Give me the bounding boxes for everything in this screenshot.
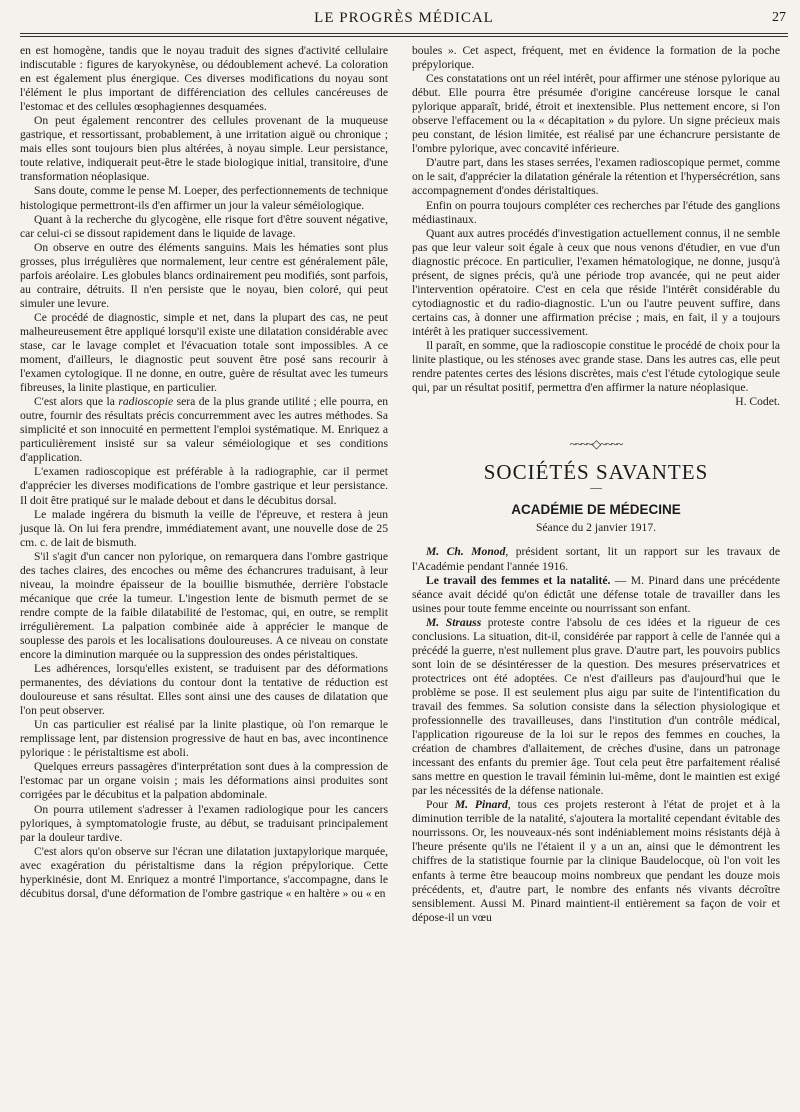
paragraph: Ces constatations ont un réel intérêt, pour affirmer une sténose pylorique au début. Elle pourra être présumée d'origine cancéreuse lorsque le canal pylorique apparaît, bridé, étroit et inextensible. Plus nettement encore, si l'on observe l'effacement ou la « décapitation » du pylore. Un signe précieux mais peu constant, de lésion limitée, est réalisé par une échancrure persistante de l'ombre pylorique, avec concavité inférieure. (412, 72, 780, 156)
section-title: SOCIÉTÉS SAVANTES (483, 460, 709, 485)
paragraph: Un cas particulier est réalisé par la linite plastique, où l'on remarque le remplissage lent, par distension progressive de haut en bas, avec incontinence pylorique : le péristaltisme est aboli. (20, 718, 388, 760)
page-header (20, 8, 788, 32)
header-rule-bottom (20, 36, 788, 37)
right-column (412, 44, 780, 925)
paragraph: D'autre part, dans les stases serrées, l'examen radioscopique permet, comme on le sait, d'apprécier la dilatation générale la rétention et l'hypersécrétion, sans accompagnement d'ondes déristaltiques. (412, 156, 780, 198)
paragraph: en est homogène, tandis que le noyau traduit des signes d'activité cellulaire indiscutable : figures de karyokynèse, ou dédoublement achevé. La coloration en est également plus énergique. Ces diverses modifications du noyau sont l'élément le plus important de différenciation des cellules cancéreuses de l'estomac et des cellules œsophagiennes desquamées. (20, 44, 388, 114)
speaker-name: M. Pinard (454, 798, 508, 812)
paragraph (412, 545, 780, 573)
paragraph-text: , président sortant, lit un rapport sur les travaux de l'Académie pendant l'année 1916. (412, 545, 780, 573)
paragraph: Quant à la recherche du glycogène, elle risque fort d'être souvent négative, car celui-ci se dissout rapidement dans le liquide de lavage. (20, 212, 388, 240)
paragraph (412, 798, 780, 924)
paragraph: On observe en outre des éléments sanguins. Mais les hématies sont plus grosses, plus irrégulières que normalement, leur centre est généralement pâle, parfois aréolaire. Les globules blancs ordinairement peu modifiés, sont parfois, au contraire, détruits. Il n'en persiste que le noyau, bien coloré, qui peut simuler une levure. (20, 240, 388, 310)
paragraph (412, 616, 780, 799)
paragraph-text: C'est alors que la (34, 395, 119, 409)
paragraph: Il paraît, en somme, que la radioscopie constitue le procédé de choix pour la linite plastique, ou les sténoses avec grande stase. Dans les autres cas, elle peut rendre patentes certes des lésions discrètes, mais c'est l'étude cytologique seule qui, par un résultat positif, permettra d'en affirmer la nature néoplasique. (412, 338, 780, 395)
paragraph: On peut également rencontrer des cellules provenant de la muqueuse gastrique, et ressortissant, probablement, à une irritation aiguë ou chronique ; mais elles sont toujours bien plus altérées, à noyau simple. Leur persistance, toute relative, indiquerait peut-être le stade biologique initial, transitoire, d'une transformation néoplasique. (20, 114, 388, 184)
paragraph: Quant aux autres procédés d'investigation actuellement connus, il ne semble pas que leur valeur soit égale à ceux que nous venons d'étudier, en vue d'un diagnostic précoce. En particulier, l'examen hématologique, ne donne, jusqu'à présent, de signes précis, qu'à une période trop avancée, qui ne peut aider l'intervention opératoire. C'est en cela que réside l'intérêt considérable du cytodiagnostic et du radio-diagnostic. L'un ou l'autre peuvent suffire, dans certains cas, à donner une affirmation précise ; mais, en fait, il y a toujours intérêt à les pratiquer successivement. (412, 226, 780, 338)
paragraph (20, 395, 388, 465)
paragraph-text: , tous ces projets resteront à l'état de projet et à la diminution terrible de la natalité, s'ajoutera la mortalité cependant évitable des nourrissons. Or, les nouveaux-nés sont indéniablement moins résistants déjà à l'heure présente qu'ils ne l'étaient il y a un an, ainsi que le démontrent les chiffres de la statistique fournie par la clinique Baudelocque, où l'on voit les enfants à terme être beaucoup moins nombreux que pendant les douze mois précédents, et, d'autre part, le nombre des enfants nés vivants décroître sensiblement. Aussi M. Pinard maintient-il entièrement sa façon de voir et dépose-il un vœu (412, 798, 780, 924)
paragraph: Ce procédé de diagnostic, simple et net, dans la plupart des cas, ne peut malheureusement être appliqué lorsqu'il existe une dilatation considérable avec stase, car le lavage complet et l'évacuation totale sont impossibles. A ce moment, d'ailleurs, le diagnostic peut souvent être posé sans recourir à l'examen cytologique. Il ne donne, en outre, guère de résultat avec les tumeurs fibreuses, la linite plastique, en particulier. (20, 310, 388, 395)
topic-heading: Le travail des femmes et la natalité. (426, 573, 611, 587)
paragraph: On pourra utilement s'adresser à l'examen radiologique pour les cancers pyloriques, à symptomatologie fruste, au début, se traduisant principalement par la douleur tardive. (20, 802, 388, 844)
author-signature: H. Codet. (735, 395, 780, 409)
section-ornament: ~~~~◇~~~~ (569, 437, 623, 452)
speaker-name: M. Strauss (426, 615, 482, 629)
paragraph-text: — M. Pinard dans une précédente séance avait décidé qu'on édictât une défense totale de travailler dans les usines pour toute femme enceinte ou nourrissant son enfant. (412, 573, 780, 615)
paragraph (412, 574, 780, 616)
paragraph: boules ». Cet aspect, fréquent, met en évidence la formation de la poche prépylorique. (412, 44, 780, 72)
page-number: 27 (772, 10, 786, 25)
section-dash: — (590, 481, 602, 495)
header-rule-top (20, 33, 788, 34)
subsection-title: ACADÉMIE DE MÉDECINE (511, 502, 681, 518)
paragraph: Enfin on pourra toujours compléter ces recherches par l'étude des ganglions médiastinaux. (412, 198, 780, 226)
paragraph: L'examen radioscopique est préférable à la radiographie, car il permet d'apprécier les diverses modifications de l'ombre gastrique et leur persistance. Il doit être pratiqué sur le malade debout et dans le décubitus dorsal. (20, 465, 388, 507)
paragraph: Quelques erreurs passagères d'interprétation sont dues à la compression de l'estomac par un organe voisin ; mais les déformations ainsi produites sont corrigées par le décubitus et la palpation abdominale. (20, 760, 388, 802)
paragraph: Le malade ingérera du bismuth la veille de l'épreuve, et restera à jeun jusque là. On lui fera prendre, immédiatement avant, une nouvelle dose de 25 cm. c. de lait de bismuth. (20, 507, 388, 549)
paragraph-text: proteste contre l'absolu de ces idées et la rigueur de ces conclusions. La situation, dit-il, considérée par rapport à celle de l'année qui a précédé la guerre, n'est nullement plus grave. D'autre part, les pouvoirs publics sont loin de se désintéresser de la question. Des mesures préservatrices et protectrices ont été adoptées. Ce n'est d'ailleurs pas d'aujourd'hui que le problème se pose. Il est seulement plus aigu par suite de l'intentification du travail des femmes. Sa solution consiste dans la sélection physiologique et professionnelle des travailleuses, dans l'institution d'un contrôle médical, l'application rigoureuse de la loi sur le repos des femmes en couches, la création de chambres d'allaitement, de crèches d'usine, dans un patronage incessant des enfants du premier âge. Tout cela peut être parfaitement réalisé sans mettre en question le travail féminin lui-même, dont le maintien est exigé par les nécessités de la défense nationale. (412, 615, 780, 798)
paragraph: Les adhérences, lorsqu'elles existent, se traduisent par des déformations permanentes, des déviations du contour dont la tentative de réduction est douloureuse et sans résultat. Elles sont ainsi une des causes de dilatation que l'on peut observer. (20, 662, 388, 718)
radioscopie-term: radioscopie (118, 395, 174, 409)
paragraph-text: Pour (426, 798, 455, 812)
meeting-date: Séance du 2 janvier 1917. (535, 521, 657, 535)
paragraph: C'est alors qu'on observe sur l'écran une dilatation juxtapylorique marquée, avec exagération du péristaltisme dans la région prépylorique. Cette hyperkinésie, dont M. Enriquez a montré l'importance, s'accompagne, dans le décubitus dorsal, d'une déformation de l'ombre gastrique « en haltère » ou « en (20, 844, 388, 900)
journal-title: LE PROGRÈS MÉDICAL (314, 10, 494, 26)
paragraph: Sans doute, comme le pense M. Loeper, des perfectionnements de technique histologique permettront-ils d'en affirmer un jour la valeur séméiologique. (20, 184, 388, 212)
paragraph-text: sera de la plus grande utilité ; elle pourra, en outre, fournir des résultats précis concurremment avec les autres méthodes. Sa simplicité et son innocuité en permettent l'emploi systématique. M. Enriquez a particulièrement insisté sur sa valeur séméiologique et ses conditions d'application. (20, 395, 389, 465)
speaker-name: M. Ch. Monod (426, 545, 506, 559)
paragraph: S'il s'agit d'un cancer non pylorique, on remarquera dans l'ombre gastrique des taches claires, des encoches ou même des échancrures traduisant, à leur niveau, la moindre épaisseur de la bouillie bismuthée, derrière l'obstacle mécanique que crée la tumeur. L'ingestion lente de bismuth permet de se rendre compte de la faible dilatabilité de l'estomac, qui, en outre, se remplit irrégulièrement. La palpation combinée aide à apprécier le manque de souplesse des parois et les localisations douloureuses. A ce niveau on constate encore la diminution marquée ou la suppression des ondes péristaltiques. (20, 549, 388, 662)
left-column (20, 44, 388, 901)
